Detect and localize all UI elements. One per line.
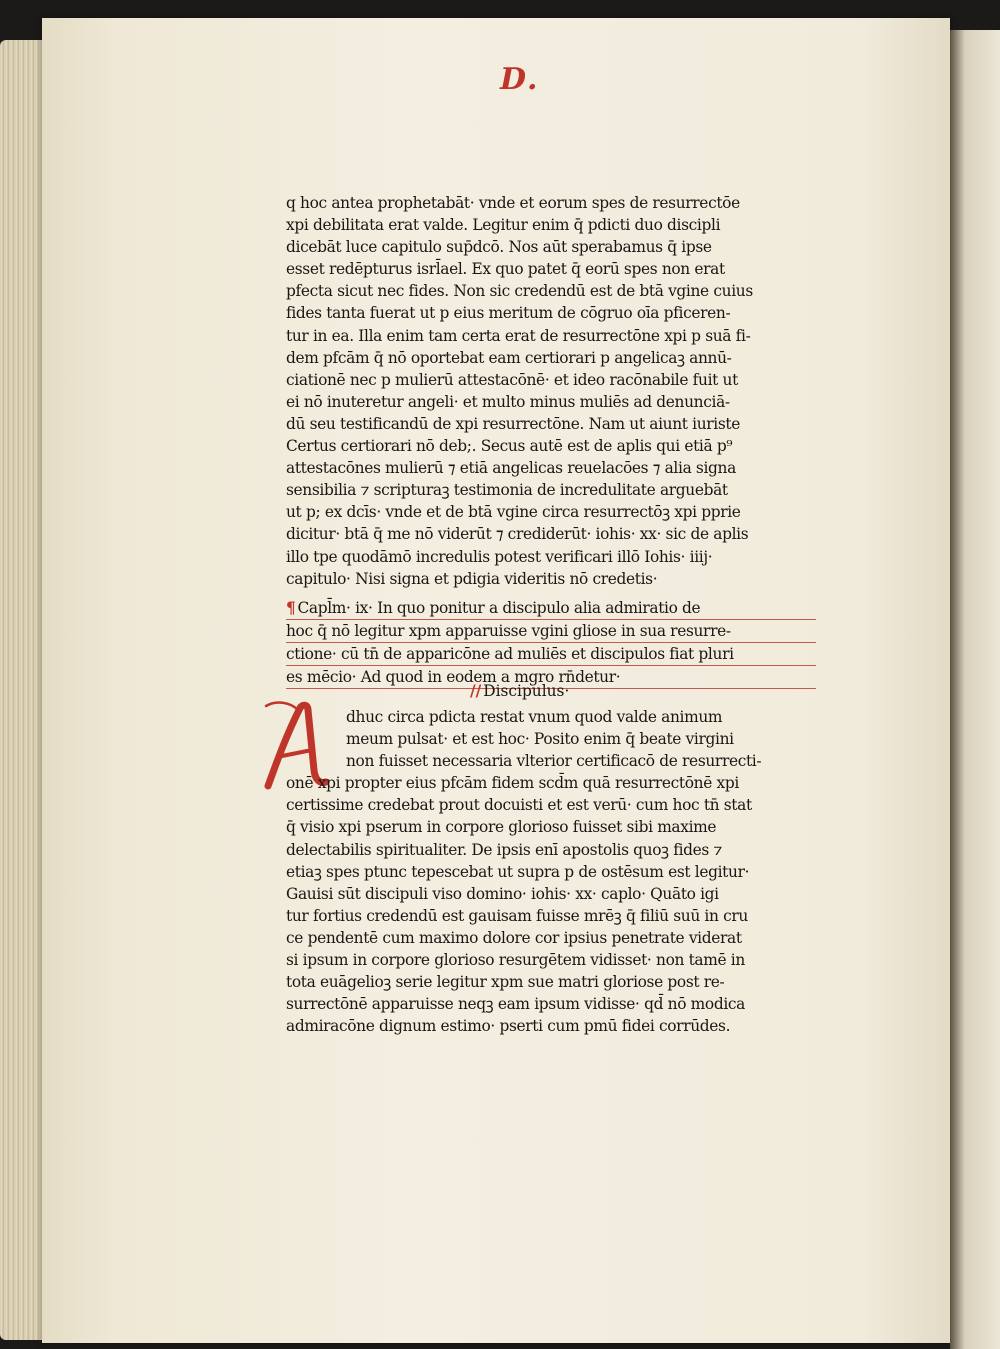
text-line: esset redēpturus isrl̄ael. Ex quo patet q̄ eorū spes non erat xyxy=(286,260,725,279)
speaker-label xyxy=(470,680,670,702)
text-line: attestacōnes mulierū ⁊ etiā angelicas reuelacōes ⁊ alia signa xyxy=(286,459,736,478)
heading-line: hoc q̄ nō legitur xpm apparuisse vgini gliose in sua resurre- xyxy=(286,620,816,643)
text-line: Gauisi sūt discipuli viso domino· iohis· xx· caplo· Quāto igi xyxy=(286,884,719,903)
text-line: pfecta sicut nec fides. Non sic credendū est de btā vgine cuius xyxy=(286,282,753,301)
text-line: q hoc antea prophetabāt· vnde et eorum spes de resurrectōe xyxy=(286,194,740,212)
text-line: capitulo· Nisi signa et pdigia videritis nō credetis· xyxy=(286,569,658,588)
text-line: tur fortius credendū est gauisam fuisse mrēꝫ q̄ filiū suū in cru xyxy=(286,906,748,925)
text-line: fides tanta fuerat ut p eius meritum de cōgruo oīa pficeren- xyxy=(286,304,731,323)
chapter-heading xyxy=(286,597,816,689)
text-line: surrectōnē apparuisse neqꝫ eam ipsum vidisse· qd̄ nō modica xyxy=(286,995,746,1014)
folio-signature: D. xyxy=(500,62,540,97)
text-line: ei nō inuteretur angeli· et multo minus muliēs ad denunciā- xyxy=(286,392,730,411)
text-line: etiaꝫ spes ptunc tepescebat ut supra p de ostēsum est legitur· xyxy=(286,862,750,881)
speaker-name: Discipulus· xyxy=(483,682,570,700)
heading-line: es mēcio· Ad quod in eodem a mgro rn̄detur· xyxy=(286,666,816,689)
text-line: dicebāt luce capitulo sup̄dcō. Nos aūt sperabamus q̄ ipse xyxy=(286,238,712,257)
text-line: si ipsum in corpore glorioso resurgētem vidisset· non tamē in xyxy=(286,951,745,970)
text-line: q̄ visio xpi pserum in corpore glorioso fuisset sibi maxime xyxy=(286,818,717,837)
text-line: admiracōne dignum estimo· pserti cum pmū fidei corrūdes. xyxy=(286,1017,731,1036)
text-line: meum pulsat· et est hoc· Posito enim q̄ beate virgini xyxy=(346,730,734,749)
text-line: tota euāgelioꝫ serie legitur xpm sue matri gloriose post re- xyxy=(286,973,725,992)
pilcrow-icon: ¶ xyxy=(286,599,296,617)
facing-page-edge xyxy=(950,30,1000,1349)
text-line: dicitur· btā q̄ me nō viderūt ⁊ crediderūt· iohis· xx· sic de aplis xyxy=(286,525,749,544)
text-line: dem pfcām q̄ nō oportebat eam certiorari p angelicaꝫ annū- xyxy=(286,348,732,367)
paragraph-one xyxy=(286,192,806,590)
text-line: Certus certiorari nō deb;. Secus autē est de aplis qui etiā p⁹ xyxy=(286,437,733,456)
text-line: tur in ea. Illa enim tam certa erat de resurrectōne xpi p suā fi- xyxy=(286,326,751,345)
text-line: sensibilia ⁊ scripturaꝫ testimonia de incredulitate arguebāt xyxy=(286,481,728,500)
text-line: delectabilis spiritualiter. De ipsis enī apostolis quoꝫ fides ⁊ xyxy=(286,840,722,859)
text-line: ciationē nec p mulierū attestacōnē· et ideo racōnabile fuit ut xyxy=(286,370,738,389)
rubric-mark-icon: // xyxy=(470,682,482,700)
text-line: dū seu testificandū de xpi resurrectōne. Nam ut aiunt iuriste xyxy=(286,414,740,433)
paragraph-two xyxy=(286,706,806,1037)
text-line: dhuc circa pdicta restat vnum quod valde animum xyxy=(346,708,723,726)
text-line: ce pendentē cum maximo dolore cor ipsius penetrate viderat xyxy=(286,928,742,947)
heading-line: ctione· cū tn̄ de apparicōne ad muliēs et discipulos fiat pluri xyxy=(286,643,816,666)
heading-line xyxy=(286,597,816,620)
text-line: non fuisset necessaria vlterior certificacō de resurrecti- xyxy=(346,752,762,771)
text-line: ut p; ex dcīs· vnde et de btā vgine circa resurrectōꝫ xpi pprie xyxy=(286,503,741,522)
text-line: onē xpi propter eius pfcām fidem scd̄m quā resurrectōnē xpi xyxy=(286,774,739,793)
text-line: illo tpe quodāmō incredulis potest verificari illō Iohis· iiij· xyxy=(286,547,713,566)
text-line: certissime credebat prout docuisti et est verū· cum hoc tn̄ stat xyxy=(286,796,752,815)
heading-text: Capl̄m· ix· In quo ponitur a discipulo alia admiratio de xyxy=(297,599,701,617)
text-line: xpi debilitata erat valde. Legitur enim q̄ pdicti duo discipli xyxy=(286,216,721,235)
book-page-edges xyxy=(0,40,44,1340)
